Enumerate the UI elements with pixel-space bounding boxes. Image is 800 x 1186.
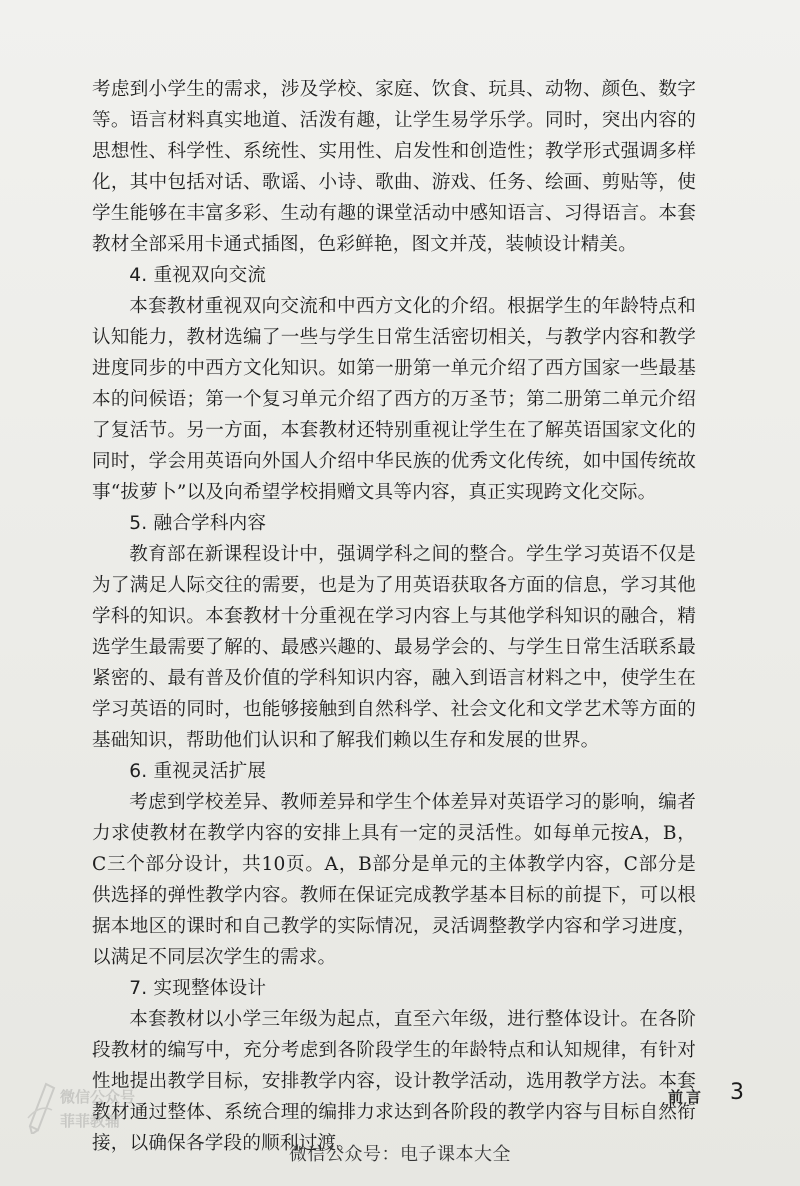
section-heading-7: 7. 实现整体设计 xyxy=(129,978,267,999)
watermark-line-2: 菲菲教辅 xyxy=(60,1112,121,1130)
bottom-watermark-caption: 微信公众号：电子课本大全 xyxy=(289,1144,511,1165)
section-heading-5: 5. 融合学科内容 xyxy=(129,513,267,534)
watermark-line-1: 微信公众号 xyxy=(60,1088,136,1106)
section-heading-4: 4. 重视双向交流 xyxy=(129,265,267,286)
paragraph-section-4: 本套教材重视双向交流和中西方文化的介绍。根据学生的年龄特点和认知能力，教材选编了一些与学生日常生活密切相关，与教学内容和教学进度同步的中西方文化知识。如第一册第一单元介绍了西方国家一些最基本的问候语；第一个复习单元介绍了西方的万圣节；第二册第二单元介绍了复活节。另一方面，本套教材还特别重视让学生在了解英语国家文化的同时，学会用英语向外国人介绍中华民族的优秀文化传统，如中国传统故事“拔萝卜”以及向希望学校捐赠文具等内容，真正实现跨文化交际。 xyxy=(92,296,696,503)
paragraph-section-7: 本套教材以小学三年级为起点，直至六年级，进行整体设计。在各阶段教材的编写中，充分考虑到各阶段学生的年龄特点和认知规律，有针对性地提出教学目标，安排教学内容，设计教学活动，选用教学方法。本套教材通过整体、系统合理的编排力求达到各阶段的教学内容与目标自然衔接，以确保各学段的顺利过渡。 xyxy=(92,1009,696,1154)
paragraph-section-5: 教育部在新课程设计中，强调学科之间的整合。学生学习英语不仅是为了满足人际交往的需要，也是为了用英语获取各方面的信息，学习其他学科的知识。本套教材十分重视在学习内容上与其他学科知识的融合，精选学生最需要了解的、最感兴趣的、最易学会的、与学生日常生活联系最紧密的、最有普及价值的学科知识内容，融入到语言材料之中，使学生在学习英语的同时，也能够接触到自然科学、社会文化和文学艺术等方面的基础知识，帮助他们认识和了解我们赖以生存和发展的世界。 xyxy=(92,544,696,751)
pencil-icon xyxy=(24,1074,58,1134)
watermark-logo xyxy=(22,1070,142,1150)
body-text xyxy=(92,74,696,1159)
page-number: 3 xyxy=(730,1080,744,1105)
paragraph-section-6: 考虑到学校差异、教师差异和学生个体差异对英语学习的影响，编者力求使教材在教学内容的安排上具有一定的灵活性。如每单元按A，B，C三个部分设计，共10页。A，B部分是单元的主体教学内容，C部分是供选择的弹性教学内容。教师在保证完成教学基本目标的前提下，可以根据本地区的课时和自己教学的实际情况，灵活调整教学内容和学习进度，以满足不同层次学生的需求。 xyxy=(92,792,696,968)
paragraph-continuation: 考虑到小学生的需求，涉及学校、家庭、饮食、玩具、动物、颜色、数字等。语言材料真实地道、活泼有趣，让学生易学乐学。同时，突出内容的思想性、科学性、系统性、实用性、启发性和创造性；教学形式强调多样化，其中包括对话、歌谣、小诗、歌曲、游戏、任务、绘画、剪贴等，使学生能够在丰富多彩、生动有趣的课堂活动中感知语言、习得语言。本套教材全部采用卡通式插图，色彩鲜艳，图文并茂，装帧设计精美。 xyxy=(92,79,696,255)
section-heading-6: 6. 重视灵活扩展 xyxy=(129,761,267,782)
running-footer-label: 前言 xyxy=(668,1088,705,1106)
